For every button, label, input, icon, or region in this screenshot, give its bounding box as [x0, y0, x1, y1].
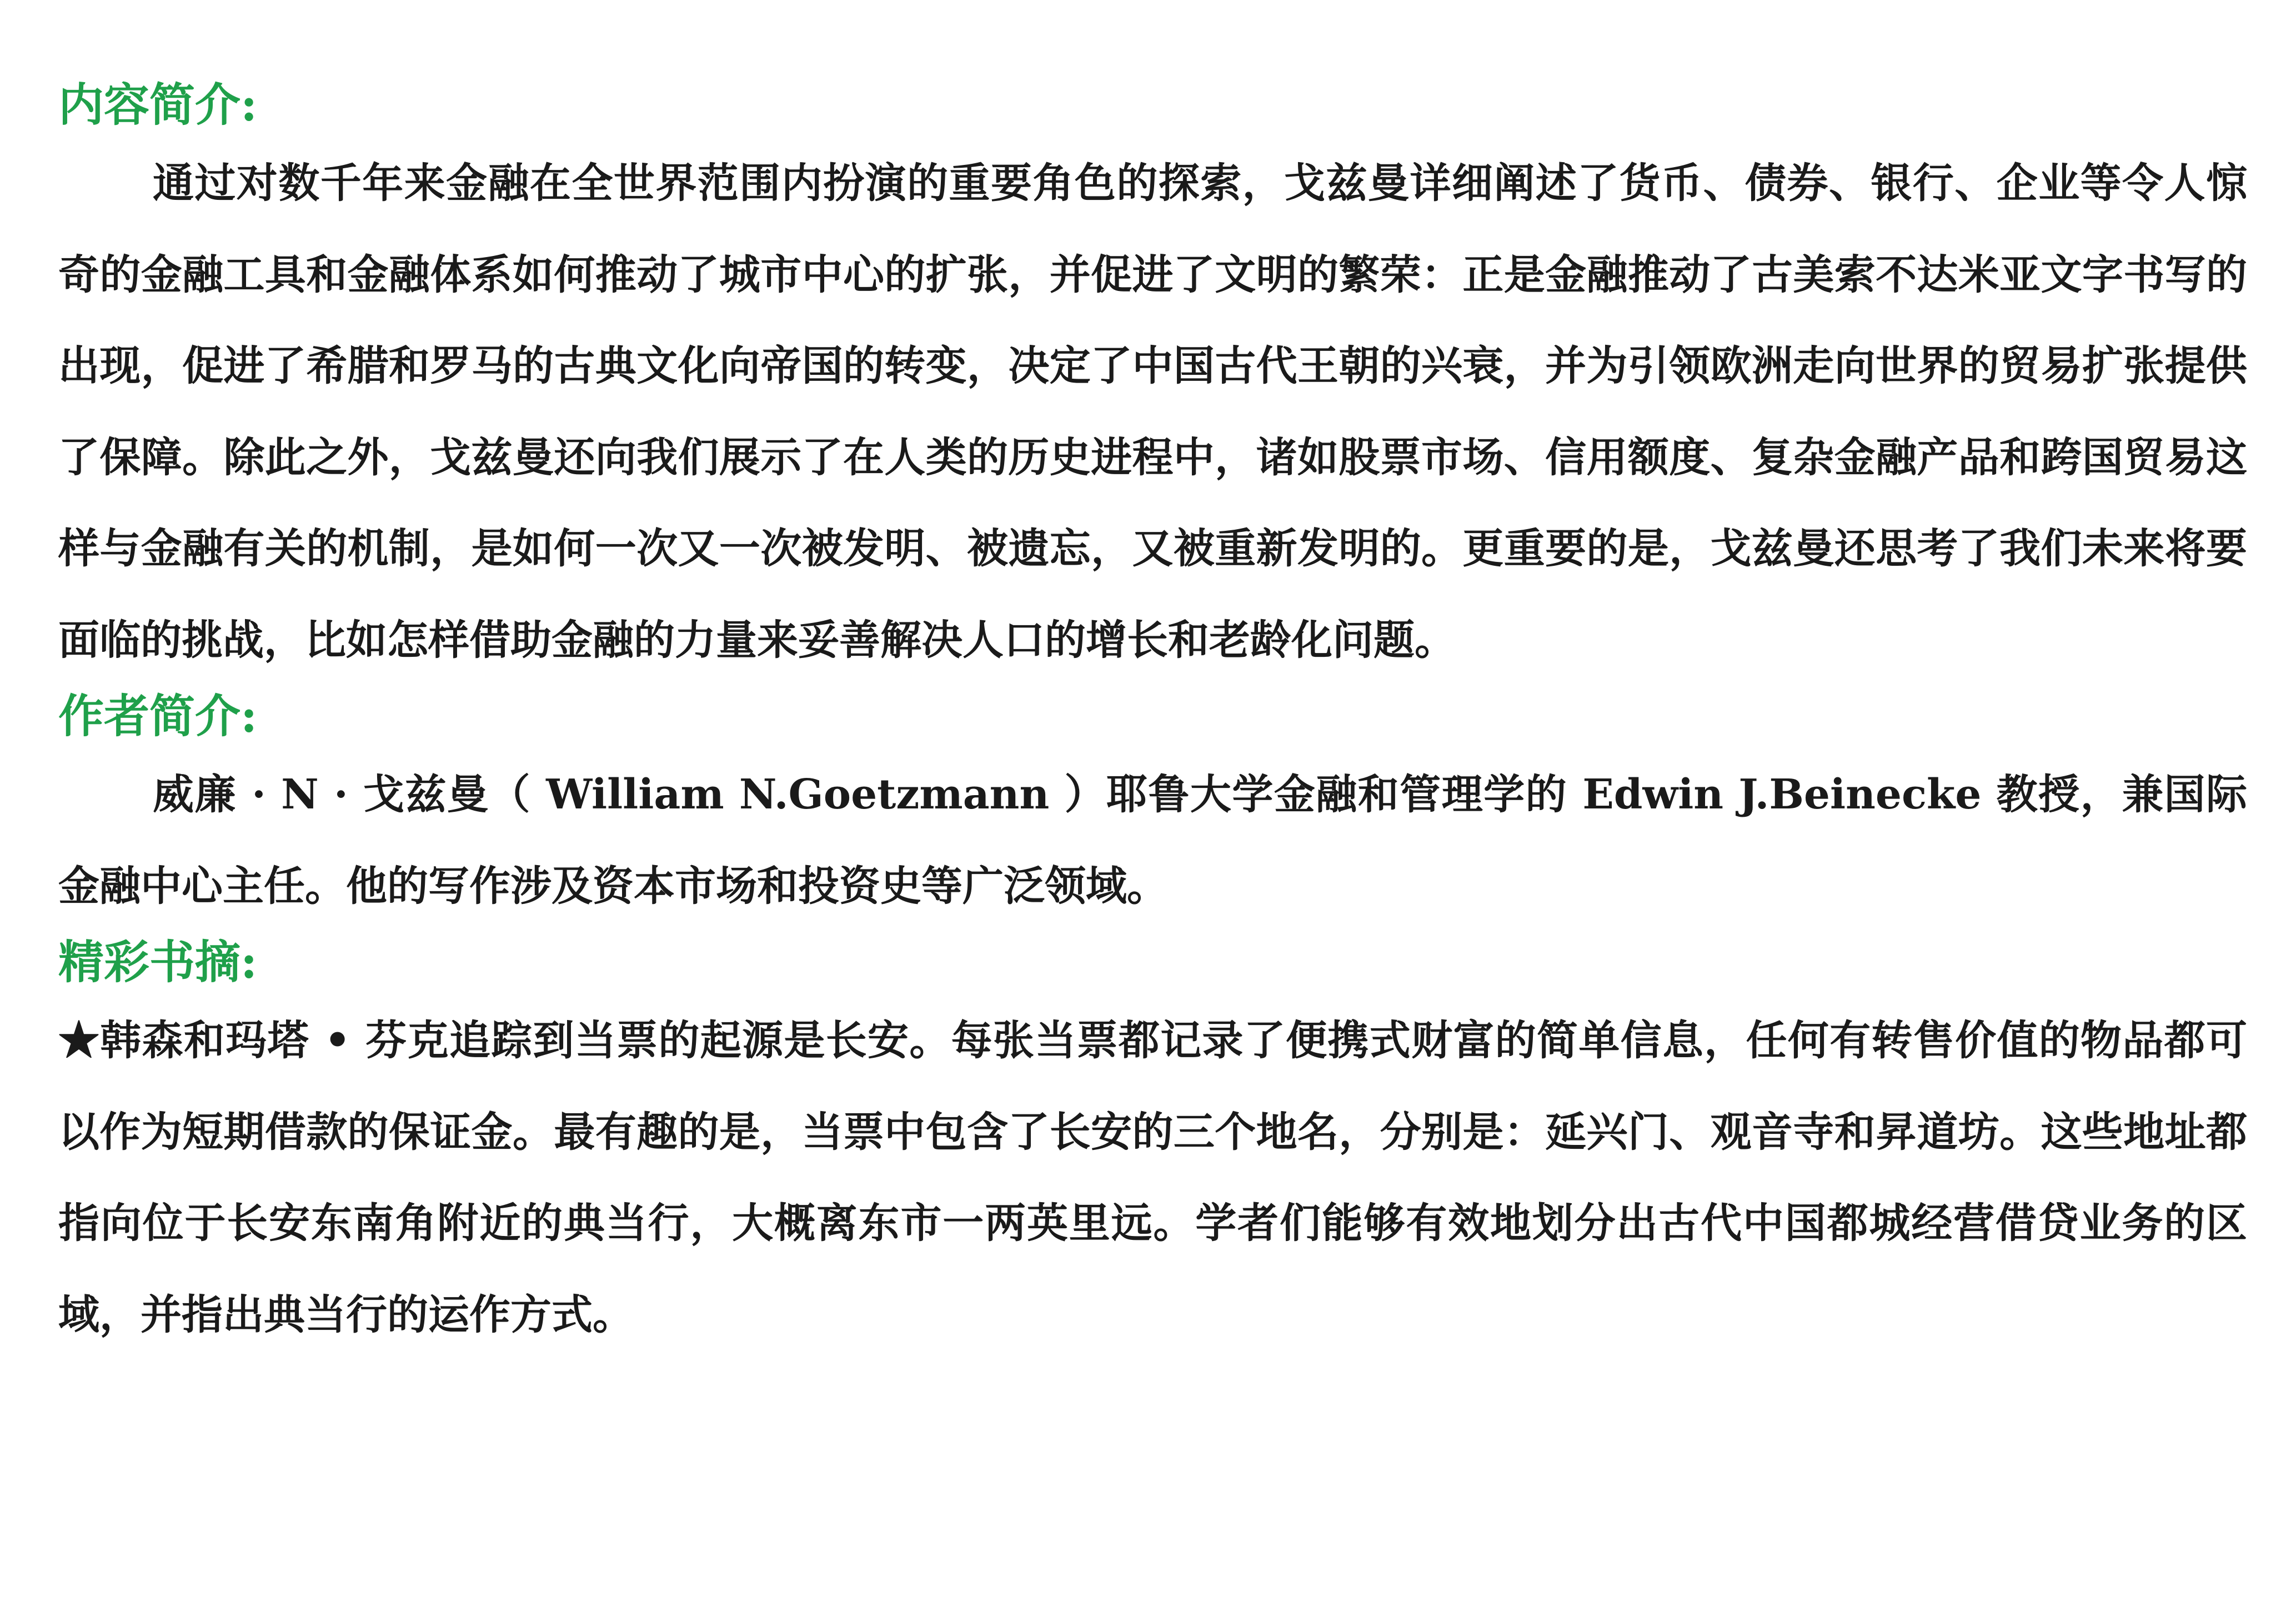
author-heading: 作者简介: — [58, 690, 258, 743]
excerpt-heading: 精彩书摘: — [58, 936, 258, 989]
excerpt-paragraph: ★韩森和玛塔 • 芬克追踪到当票的起源是长安。每张当票都记录了便携式财富的简单信息，任何有转售价值的物品都可以作为短期借款的保证金。最有趣的是，当票中包含了长安的三个地名，分别是：延兴门、观音寺和昇道坊。这些地址都指向位于长安东南角附近的典当行，大概离东市一两英里远。学者们能够有效地划分出古代中国都城经营借贷业务的区域，并指出典当行的运作方式。 — [58, 1017, 2247, 1339]
intro-heading: 内容简介: — [58, 78, 258, 132]
author-paragraph: 威廉 · N · 戈兹曼（ William N.Goetzmann ）耶鲁大学金融和管理学的 Edwin J.Beinecke 教授，兼国际金融中心主任。他的写作涉及资本市场和投资史等广泛领域。 — [58, 771, 2247, 910]
intro-paragraph: 通过对数千年来金融在全世界范围内扮演的重要角色的探索，戈兹曼详细阐述了货币、债券、银行、企业等令人惊奇的金融工具和金融体系如何推动了城市中心的扩张，并促进了文明的繁荣：正是金融推动了古美索不达米亚文字书写的出现，促进了希腊和罗马的古典文化向帝国的转变，决定了中国古代王朝的兴衰，并为引领欧洲走向世界的贸易扩张提供了保障。除此之外，戈兹曼还向我们展示了在人类的历史进程中，诸如股票市场、信用额度、复杂金融产品和跨国贸易这样与金融有关的机制，是如何一次又一次被发明、被遗忘，又被重新发明的。更重要的是，戈兹曼还思考了我们未来将要面临的挑战，比如怎样借助金融的力量来妥善解决人口的增长和老龄化问题。 — [58, 159, 2247, 664]
